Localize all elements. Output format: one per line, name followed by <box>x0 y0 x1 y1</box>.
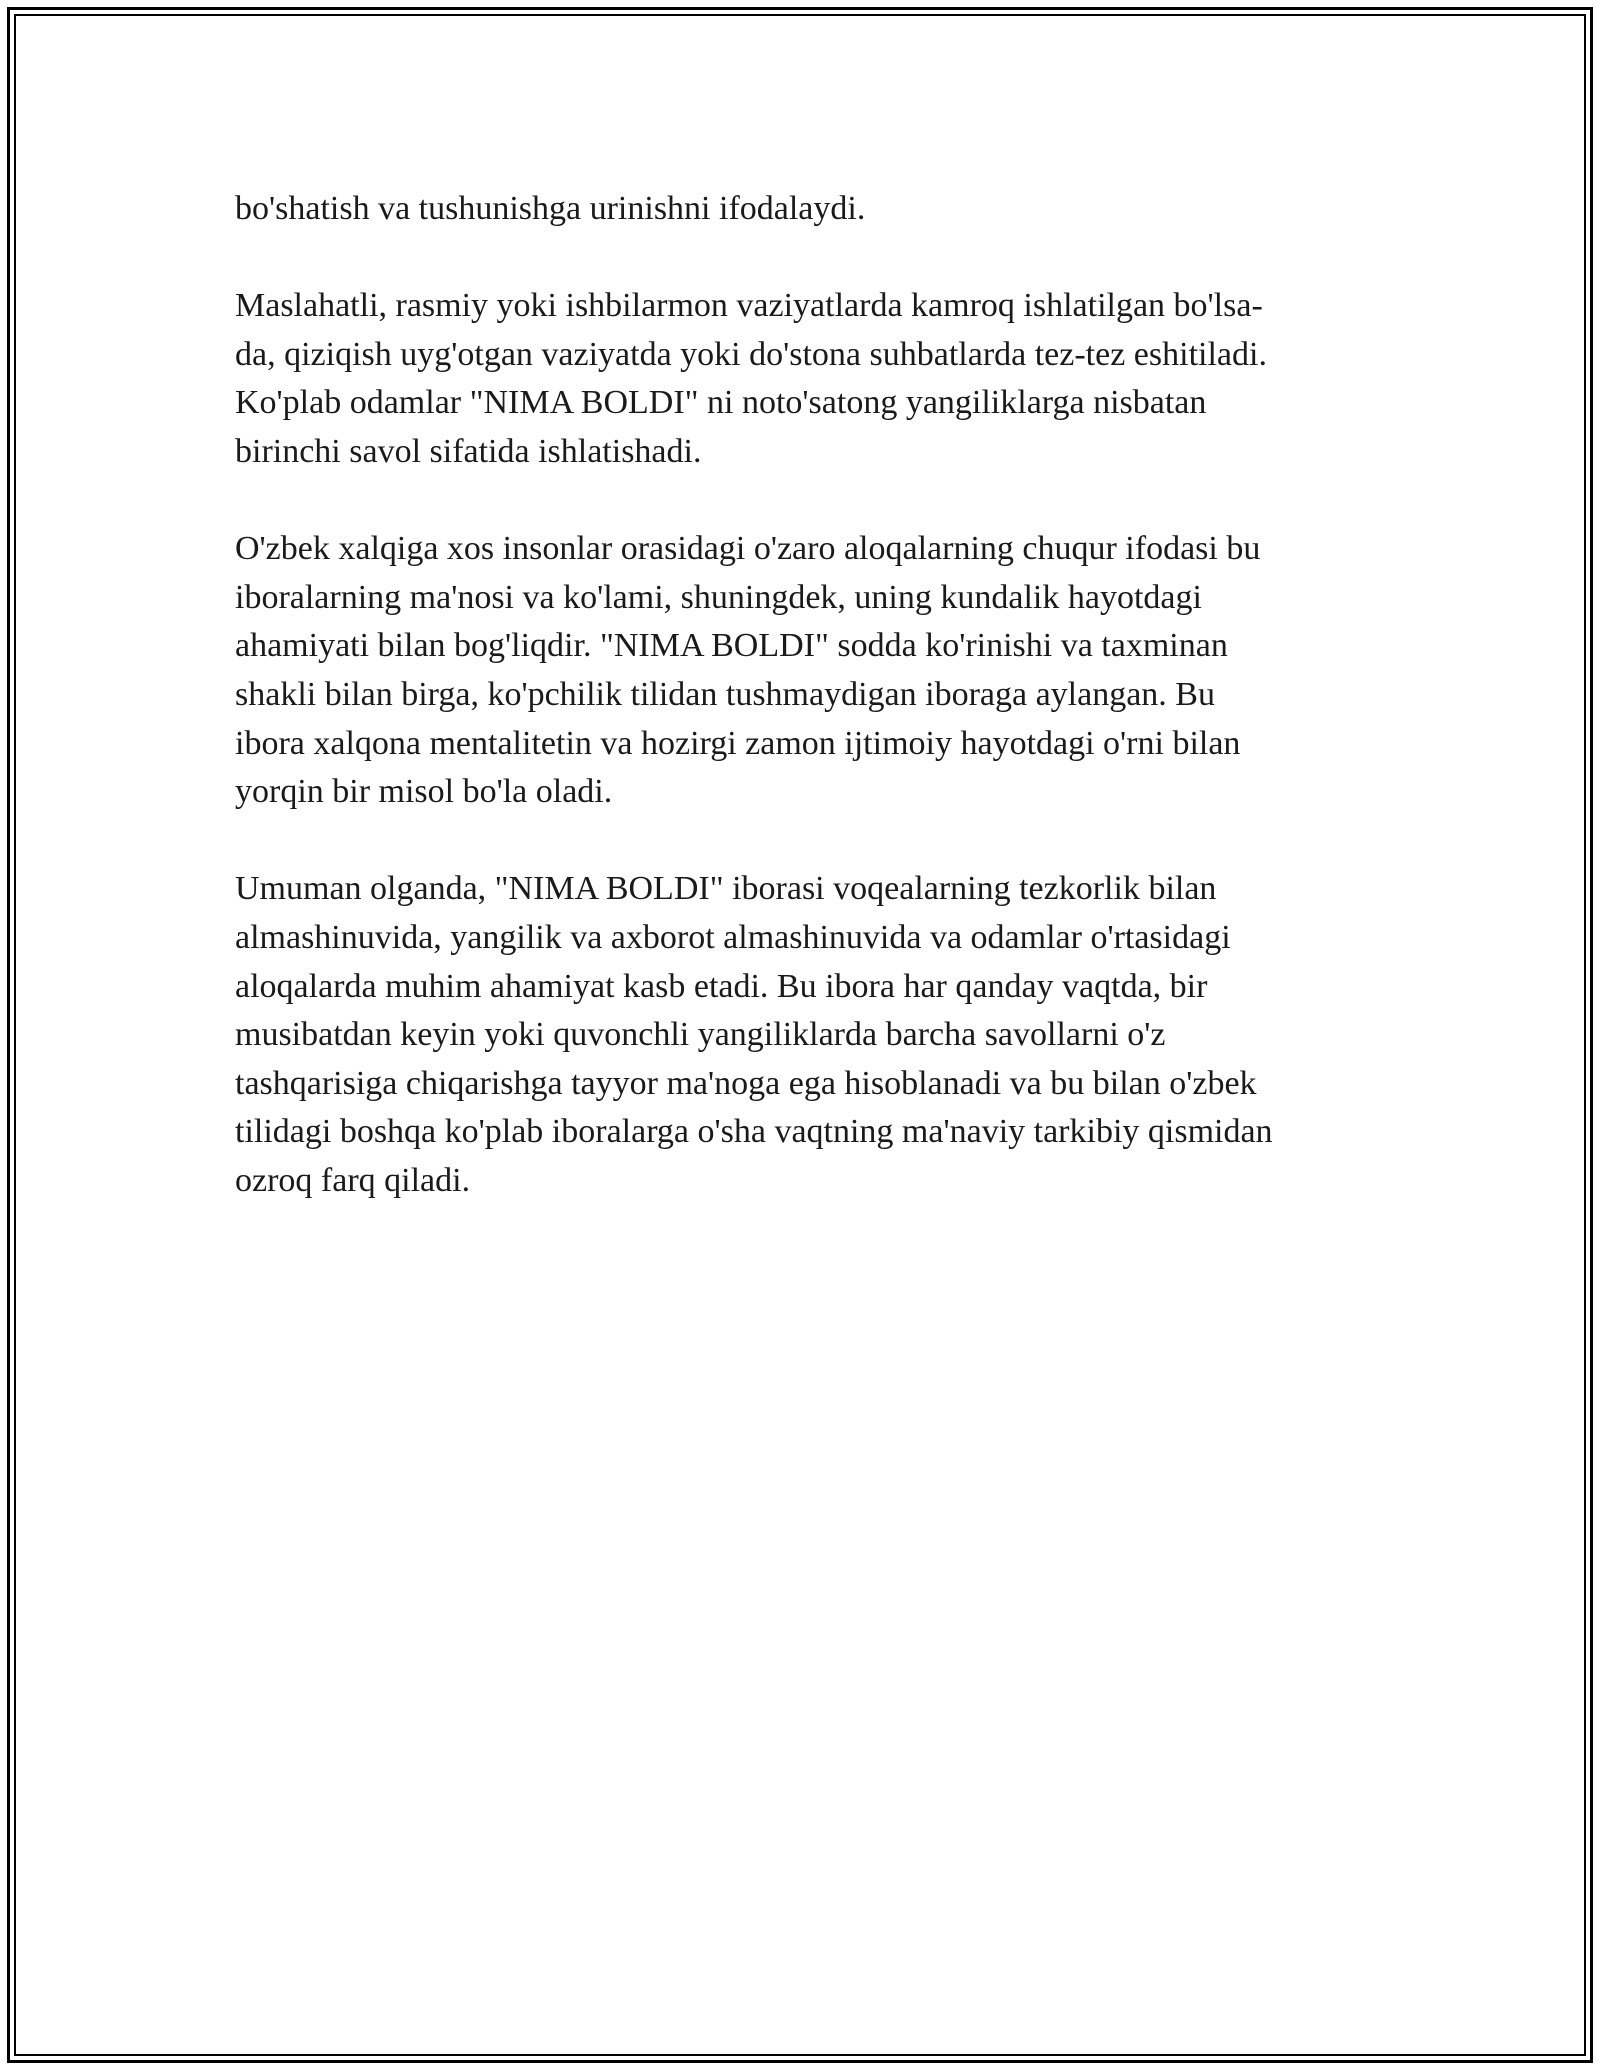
paragraph-2 <box>235 282 1365 476</box>
text-line: Maslahatli, rasmiy yoki ishbilarmon vaziyatlarda kamroq ishlatilgan bo'lsa- <box>235 287 1263 325</box>
text-line: bo'shatish va tushunishga urinishni ifodalaydi. <box>235 190 866 227</box>
text-line: tashqarisiga chiqarishga tayyor ma'noga ega hisoblanadi va bu bilan o'zbek <box>235 1064 1257 1102</box>
text-line: Umuman olganda, "NIMA BOLDI" iborasi voqealarning tezkorlik bilan <box>235 870 1217 908</box>
text-line: O'zbek xalqiga xos insonlar orasidagi o'zaro aloqalarning chuqur ifodasi bu <box>235 530 1261 568</box>
text-line: almashinuvida, yangilik va axborot almashinuvida va odamlar o'rtasidagi <box>235 918 1231 956</box>
text-line: ahamiyati bilan bog'liqdir. "NIMA BOLDI" sodda ko'rinishi va taxminan <box>235 627 1228 665</box>
text-line: birinchi savol sifatida ishlatishadi. <box>235 432 702 470</box>
paragraph-4 <box>235 865 1365 1205</box>
text-line: musibatdan keyin yoki quvonchli yangiliklarda barcha savollarni o'z <box>235 1016 1166 1054</box>
text-line: yorqin bir misol bo'la oladi. <box>235 773 613 811</box>
document-body <box>235 185 1365 1254</box>
text-line: shakli bilan birga, ko'pchilik tilidan tushmaydigan iboraga aylangan. Bu <box>235 675 1215 713</box>
paragraph-1 <box>235 185 1365 234</box>
paragraph-3 <box>235 525 1365 817</box>
text-line: ozroq farq qiladi. <box>235 1161 471 1199</box>
text-line: da, qiziqish uyg'otgan vaziyatda yoki do'stona suhbatlarda tez-tez eshitiladi. <box>235 335 1267 373</box>
text-line: aloqalarda muhim ahamiyat kasb etadi. Bu ibora har qanday vaqtda, bir <box>235 967 1208 1005</box>
text-line: iboralarning ma'nosi va ko'lami, shuningdek, uning kundalik hayotdagi <box>235 578 1202 616</box>
text-line: Ko'plab odamlar "NIMA BOLDI" ni noto'satong yangiliklarga nisbatan <box>235 384 1207 422</box>
text-line: ibora xalqona mentalitetin va hozirgi zamon ijtimoiy hayotdagi o'rni bilan <box>235 724 1241 762</box>
text-line: tilidagi boshqa ko'plab iboralarga o'sha vaqtning ma'naviy tarkibiy qismidan <box>235 1113 1273 1151</box>
